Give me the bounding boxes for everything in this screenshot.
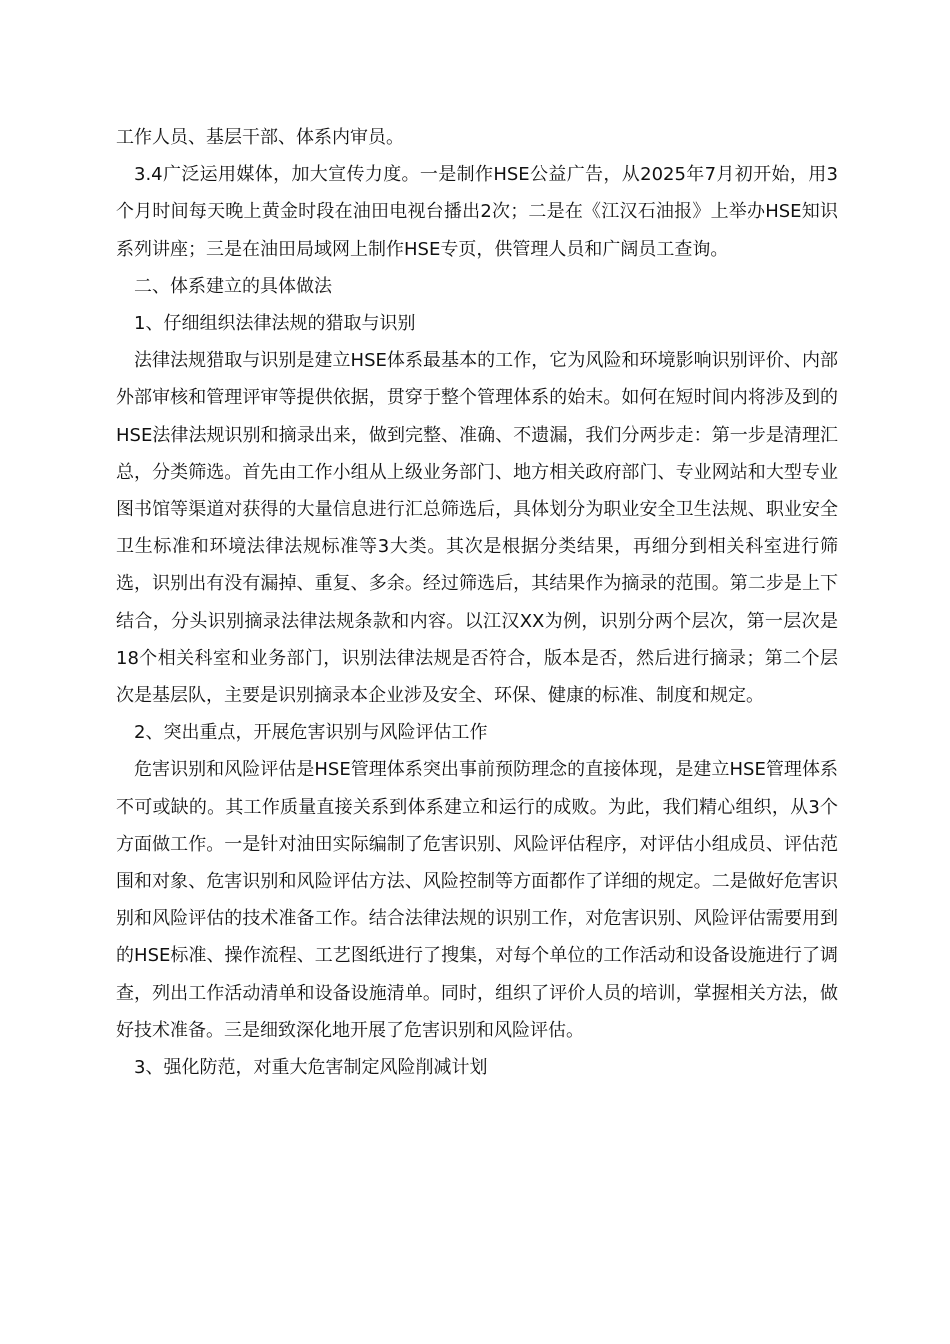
paragraph-laws-regulations: 法律法规猎取与识别是建立HSE体系最基本的工作，它为风险和环境影响识别评价、内部外部审核和管理评审等提供依据，贯穿于整个管理体系的始末。如何在短时间内将涉及到的HSE法律法规识别和摘录出来，做到完整、准确、不遗漏，我们分两步走：第一步是清理汇总，分类筛选。首先由工作小组从上级业务部门、地方相关政府部门、专业网站和大型专业图书馆等渠道对获得的大量信息进行汇总筛选后，具体划分为职业安全卫生法规、职业安全卫生标准和环境法律法规标准等3大类。其次是根据分类结果，再细分到相关科室进行筛选，识别出有没有漏掉、重复、多余。经过筛选后，其结果作为摘录的范围。第二步是上下结合，分头识别摘录法律法规条款和内容。以江汉XX为例，识别分两个层次，第一层次是18个相关科室和业务部门，识别法律法规是否符合，版本是否，然后进行摘录；第二个层次是基层队，主要是识别摘录本企业涉及安全、环保、健康的标准、制度和规定。 [116, 350, 838, 707]
paragraph-media-publicity: 3.4广泛运用媒体，加大宣传力度。一是制作HSE公益广告，从2025年7月初开始，用3个月时间每天晚上黄金时段在油田电视台播出2次；二是在《江汉石油报》上举办HSE知识系列讲座；三是在油田局域网上制作HSE专页，供管理人员和广阔员工查询。 [116, 164, 838, 260]
paragraph-continuation: 工作人员、基层干部、体系内审员。 [116, 127, 404, 148]
subheading-3: 3、强化防范，对重大危害制定风险削减计划 [134, 1057, 488, 1079]
document-body [116, 119, 838, 1086]
subheading-1: 1、仔细组织法律法规的猎取与识别 [134, 313, 416, 335]
subheading-2: 2、突出重点，开展危害识别与风险评估工作 [134, 722, 488, 744]
paragraph-hazard-identification: 危害识别和风险评估是HSE管理体系突出事前预防理念的直接体现，是建立HSE管理体系不可或缺的。其工作质量直接关系到体系建立和运行的成败。为此，我们精心组织，从3个方面做工作。一是针对油田实际编制了危害识别、风险评估程序，对评估小组成员、评估范围和对象、危害识别和风险评估方法、风险控制等方面都作了详细的规定。二是做好危害识别和风险评估的技术准备工作。结合法律法规的识别工作，对危害识别、风险评估需要用到的HSE标准、操作流程、工艺图纸进行了搜集，对每个单位的工作活动和设备设施进行了调查，列出工作活动清单和设备设施清单。同时，组织了评价人员的培训，掌握相关方法，做好技术准备。三是细致深化地开展了危害识别和风险评估。 [116, 759, 838, 1041]
section-heading-2: 二、体系建立的具体做法 [134, 275, 332, 297]
